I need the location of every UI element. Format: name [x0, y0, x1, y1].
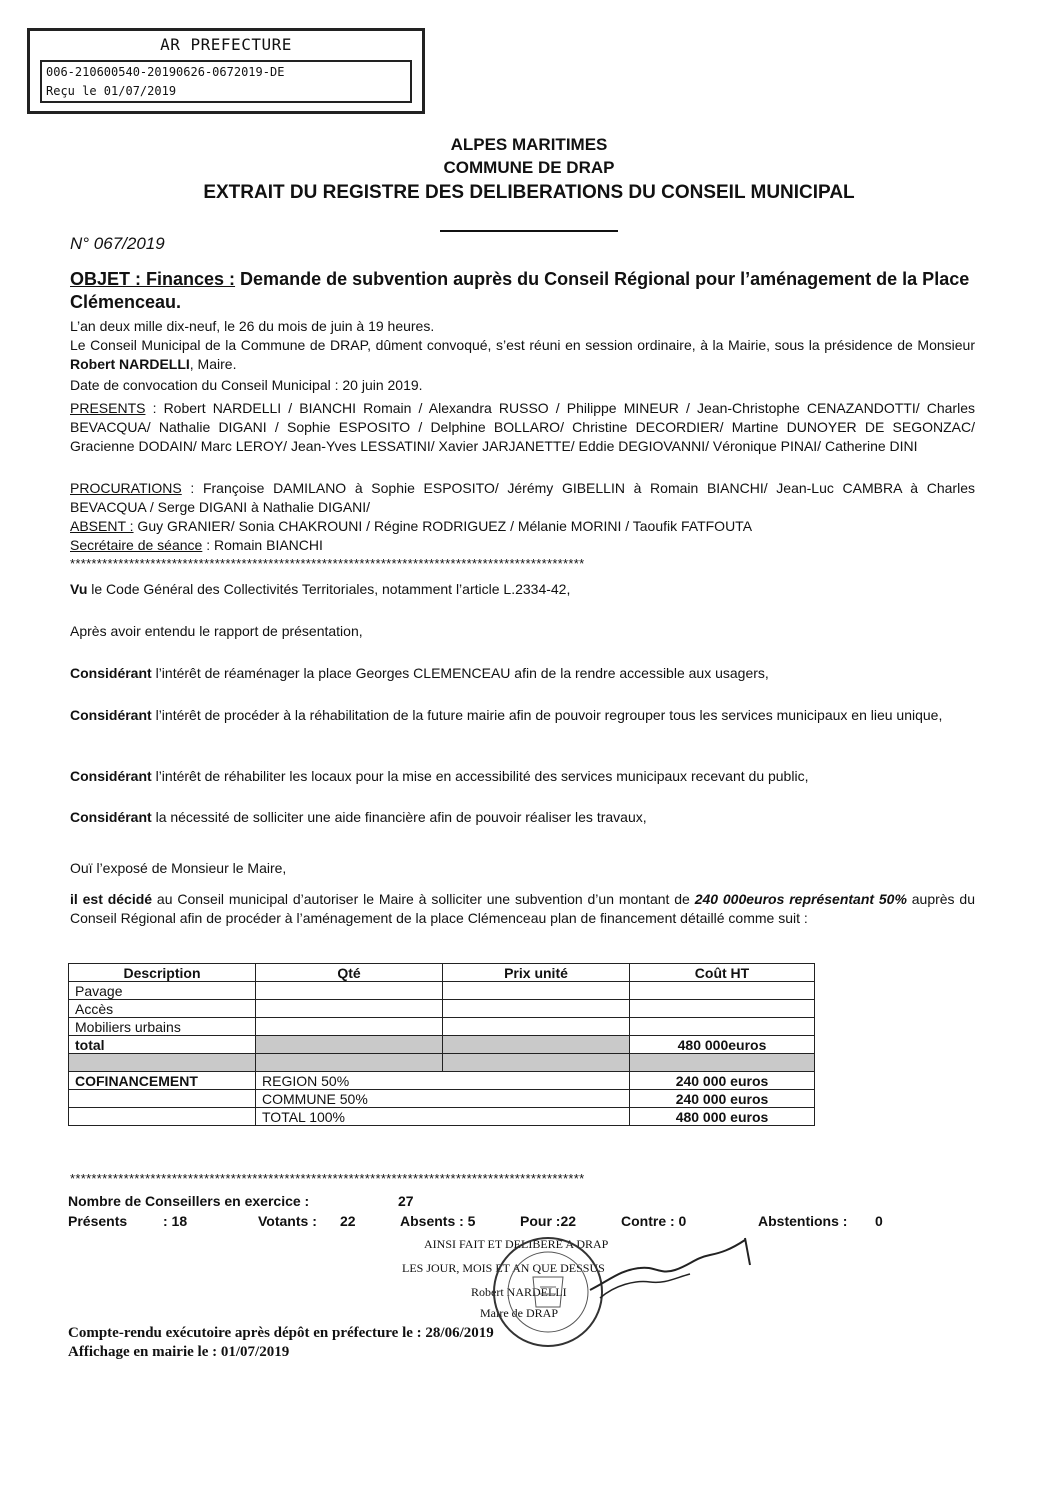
column-header: Coût HT [630, 964, 815, 982]
presents-list [70, 399, 975, 456]
header-title: EXTRAIT DU REGISTRE DES DELIBERATIONS DU CONSEIL MUNICIPAL [203, 182, 855, 203]
considerant-1 [70, 664, 975, 683]
presents-count-label: Présents [68, 1213, 128, 1229]
table-row [69, 1090, 815, 1108]
table-row [69, 1072, 815, 1090]
table-row [69, 1000, 815, 1018]
stamp-reference: 006-210600540-20190626-0672019-DE [46, 65, 285, 79]
executoire-line: Compte-rendu exécutoire après dépôt en préfecture le : 28/06/2019 [68, 1325, 494, 1341]
region-value: 240 000 euros [630, 1072, 815, 1090]
council-text-end: , Maire. [189, 356, 237, 372]
table-shaded-row [69, 1054, 815, 1072]
considerant-keyword: Considérant [70, 707, 152, 723]
procurations-list [70, 479, 975, 517]
absent-names: Guy GRANIER/ Sonia CHAKROUNI / Régine RODRIGUEZ / Mélanie MORINI / Taoufik FATFOUTA [133, 518, 753, 534]
subject [70, 268, 970, 314]
table-total-row [69, 1036, 815, 1054]
decision-amount: 240 000euros représentant 50% [694, 891, 907, 907]
considerant-3 [70, 767, 975, 786]
table-header-row [69, 964, 815, 982]
votants-label: Votants : [258, 1213, 317, 1229]
absents-count: Absents : 5 [400, 1213, 476, 1229]
procurations-names: : Françoise DAMILANO à Sophie ESPOSITO/ Jérémy GIBELLIN à Romain BIANCHI/ Jean-Luc CAMBRA à Charles BEVACQUA / Serge DIGANI à Nathalie DIGANI/ [70, 480, 975, 515]
considerant-text: la nécessité de solliciter une aide financière afin de pouvoir réaliser les travaux, [151, 809, 647, 825]
header-divider [440, 230, 618, 232]
total100-value: 480 000 euros [630, 1108, 815, 1126]
row-description: Mobiliers urbains [69, 1018, 256, 1036]
meeting-council [70, 336, 975, 374]
secretary-label: Secrétaire de séance [70, 537, 203, 553]
secretary-name: : Romain BIANCHI [202, 537, 323, 553]
decision-text-end: auprès du Conseil Régional afin de procéder à l’aménagement de la place Clémenceau plan de financement détaillé comme suit : [70, 891, 975, 926]
considerant-4 [70, 808, 975, 827]
vu-keyword: Vu [70, 581, 88, 597]
votants-value: 22 [340, 1213, 356, 1229]
signature-line-1: AINSI FAIT ET DELIBERE A DRAP [424, 1237, 609, 1251]
decision-keyword: il est décidé [70, 891, 153, 907]
column-header: Prix unité [443, 964, 630, 982]
decision-text: au Conseil municipal d’autoriser le Maire à solliciter une subvention d’un montant de [152, 891, 695, 907]
prefecture-stamp [27, 28, 425, 114]
deliberation-number: N° 067/2019 [70, 234, 165, 253]
row-description: Pavage [69, 982, 256, 1000]
header-commune: COMMUNE DE DRAP [443, 158, 615, 177]
stamp-received-date: Reçu le 01/07/2019 [46, 84, 177, 98]
abstentions-label: Abstentions : [758, 1213, 848, 1229]
procurations-label: PROCURATIONS [70, 480, 182, 496]
stamp-title: AR PREFECTURE [160, 35, 292, 54]
absent-label: ABSENT : [70, 518, 134, 534]
cofinancement-label: COFINANCEMENT [69, 1072, 256, 1090]
exercice-label: Nombre de Conseillers en exercice : [68, 1193, 310, 1209]
considerant-text: l’intérêt de réaménager la place Georges CLEMENCEAU afin de la rendre accessible aux usagers, [151, 665, 769, 681]
contre-count: Contre : 0 [621, 1213, 687, 1229]
pour-count: Pour :22 [520, 1213, 577, 1229]
signature-name: Robert NARDELLI [471, 1285, 567, 1299]
considerant-2 [70, 706, 975, 725]
meeting-date: L’an deux mille dix-neuf, le 26 du mois de juin à 19 heures. [70, 318, 435, 334]
table-row [69, 1108, 815, 1126]
considerant-keyword: Considérant [70, 768, 152, 784]
decision-clause [70, 890, 975, 928]
total-value: 480 000euros [630, 1036, 815, 1054]
secretary [70, 536, 975, 555]
column-header: Description [69, 964, 256, 982]
absent-list [70, 517, 975, 536]
header-department: ALPES MARITIMES [450, 135, 608, 154]
signature-title: Maire de DRAP [480, 1306, 558, 1320]
column-header: Qté [256, 964, 443, 982]
separator-stars: ************************************************************************************************ [70, 1171, 585, 1186]
total-label: total [69, 1036, 256, 1054]
presents-count-value: : 18 [163, 1213, 188, 1229]
apres-clause: Après avoir entendu le rapport de présentation, [70, 623, 363, 639]
stamp-details [40, 60, 412, 103]
vu-text: le Code Général des Collectivités Territoriales, notamment l’article L.2334-42, [87, 581, 571, 597]
row-description: Accès [69, 1000, 256, 1018]
financing-table [68, 963, 815, 1126]
considerant-keyword: Considérant [70, 665, 152, 681]
table-row [69, 1018, 815, 1036]
total100-label: TOTAL 100% [256, 1108, 630, 1126]
signature-line-2: LES JOUR, MOIS ET AN QUE DESSUS [402, 1261, 605, 1275]
separator-stars: ************************************************************************************************ [70, 556, 585, 571]
abstentions-value: 0 [875, 1213, 883, 1229]
considerant-text: l’intérêt de procéder à la réhabilitation de la future mairie afin de pouvoir regrouper tous les services municipaux en lieu unique, [151, 707, 943, 723]
subject-text: Demande de subvention auprès du Conseil Régional pour l’aménagement de la Place Clémenceau. [70, 269, 970, 312]
convocation-date: Date de convocation du Conseil Municipal : 20 juin 2019. [70, 377, 423, 393]
presents-names: : Robert NARDELLI / BIANCHI Romain / Alexandra RUSSO / Philippe MINEUR / Jean-Christophe CENAZANDOTTI/ Charles BEVACQUA/ Nathalie DIGANI / Sophie ESPOSITO / Delphine BOLLARO/ Christine DECORDIER/ Martine DUNOYER DE SEGONZAC/ Gracienne DODAIN/ Marc LEROY/ Jean-Yves LESSATINI/ Xavier JARJANETTE/ Eddie DEGIOVANNI/ Véronique PINAI/ Catherine DINI [70, 400, 975, 454]
exercice-value: 27 [398, 1193, 414, 1209]
region-label: REGION 50% [256, 1072, 630, 1090]
vu-clause [70, 580, 975, 599]
considerant-keyword: Considérant [70, 809, 152, 825]
considerant-text: l’intérêt de réhabiliter les locaux pour la mise en accessibilité des services municipaux recevant du public, [151, 768, 809, 784]
commune-value: 240 000 euros [630, 1090, 815, 1108]
commune-label: COMMUNE 50% [256, 1090, 630, 1108]
council-text: Le Conseil Municipal de la Commune de DRAP, dûment convoqué, s’est réuni en session ordinaire, à la Mairie, sous la présidence de Monsieur [70, 337, 975, 353]
affichage-line: Affichage en mairie le : 01/07/2019 [68, 1344, 290, 1360]
handwritten-signature-icon [580, 1230, 760, 1310]
mayor-name: Robert NARDELLI [70, 356, 190, 372]
subject-label: OBJET : Finances : [70, 269, 236, 289]
table-row [69, 982, 815, 1000]
oui-clause: Ouï l’exposé de Monsieur le Maire, [70, 860, 287, 876]
presents-label: PRESENTS [70, 400, 146, 416]
